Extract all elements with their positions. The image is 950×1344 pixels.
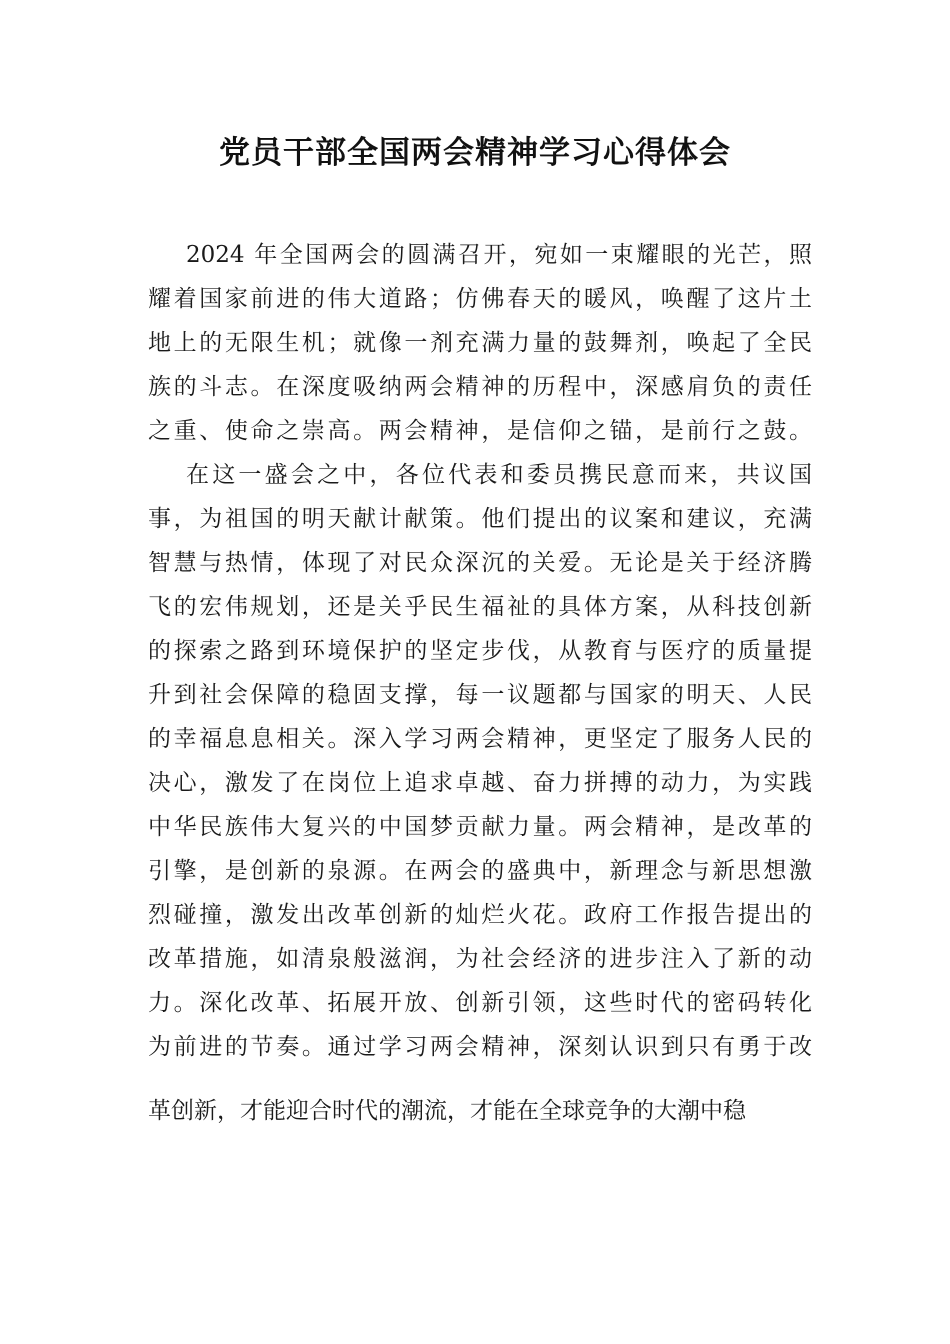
text-line: 决心，激发了在岗位上追求卓越、奋力拼搏的动力，为实践	[148, 770, 812, 796]
text-line: 力。深化改革、拓展开放、创新引领，这些时代的密码转化	[148, 990, 812, 1016]
text-line: 地上的无限生机；就像一剂充满力量的鼓舞剂，唤起了全民	[148, 330, 812, 356]
text-line: 中华民族伟大复兴的中国梦贡献力量。两会精神，是改革的	[148, 814, 812, 840]
text-line: 飞的宏伟规划，还是关乎民生福祉的具体方案，从科技创新	[148, 594, 812, 620]
text-line: 在这一盛会之中，各位代表和委员携民意而来，共议国	[186, 462, 812, 488]
text-line: 革创新，才能迎合时代的潮流，才能在全球竞争的大潮中稳	[148, 1098, 746, 1124]
text-line: 的幸福息息相关。深入学习两会精神，更坚定了服务人民的	[148, 726, 812, 752]
text-line: 2024 年全国两会的圆满召开，宛如一束耀眼的光芒，照	[186, 242, 812, 268]
document-title: 党员干部全国两会精神学习心得体会	[219, 135, 731, 171]
text-line: 升到社会保障的稳固支撑，每一议题都与国家的明天、人民	[148, 682, 812, 708]
text-line: 耀着国家前进的伟大道路；仿佛春天的暖风，唤醒了这片土	[148, 286, 812, 312]
text-line: 之重、使命之崇高。两会精神，是信仰之锚，是前行之鼓。	[148, 418, 812, 444]
text-line: 为前进的节奏。通过学习两会精神，深刻认识到只有勇于改	[148, 1034, 812, 1060]
text-line: 事，为祖国的明天献计献策。他们提出的议案和建议，充满	[148, 506, 812, 532]
text-line: 烈碰撞，激发出改革创新的灿烂火花。政府工作报告提出的	[148, 902, 812, 928]
text-line: 智慧与热情，体现了对民众深沉的关爱。无论是关于经济腾	[148, 550, 812, 576]
text-line: 的探索之路到环境保护的坚定步伐，从教育与医疗的质量提	[148, 638, 812, 664]
text-line: 改革措施，如清泉般滋润，为社会经济的进步注入了新的动	[148, 946, 812, 972]
text-line: 引擎，是创新的泉源。在两会的盛典中，新理念与新思想激	[148, 858, 812, 884]
text-line: 族的斗志。在深度吸纳两会精神的历程中，深感肩负的责任	[148, 374, 812, 400]
